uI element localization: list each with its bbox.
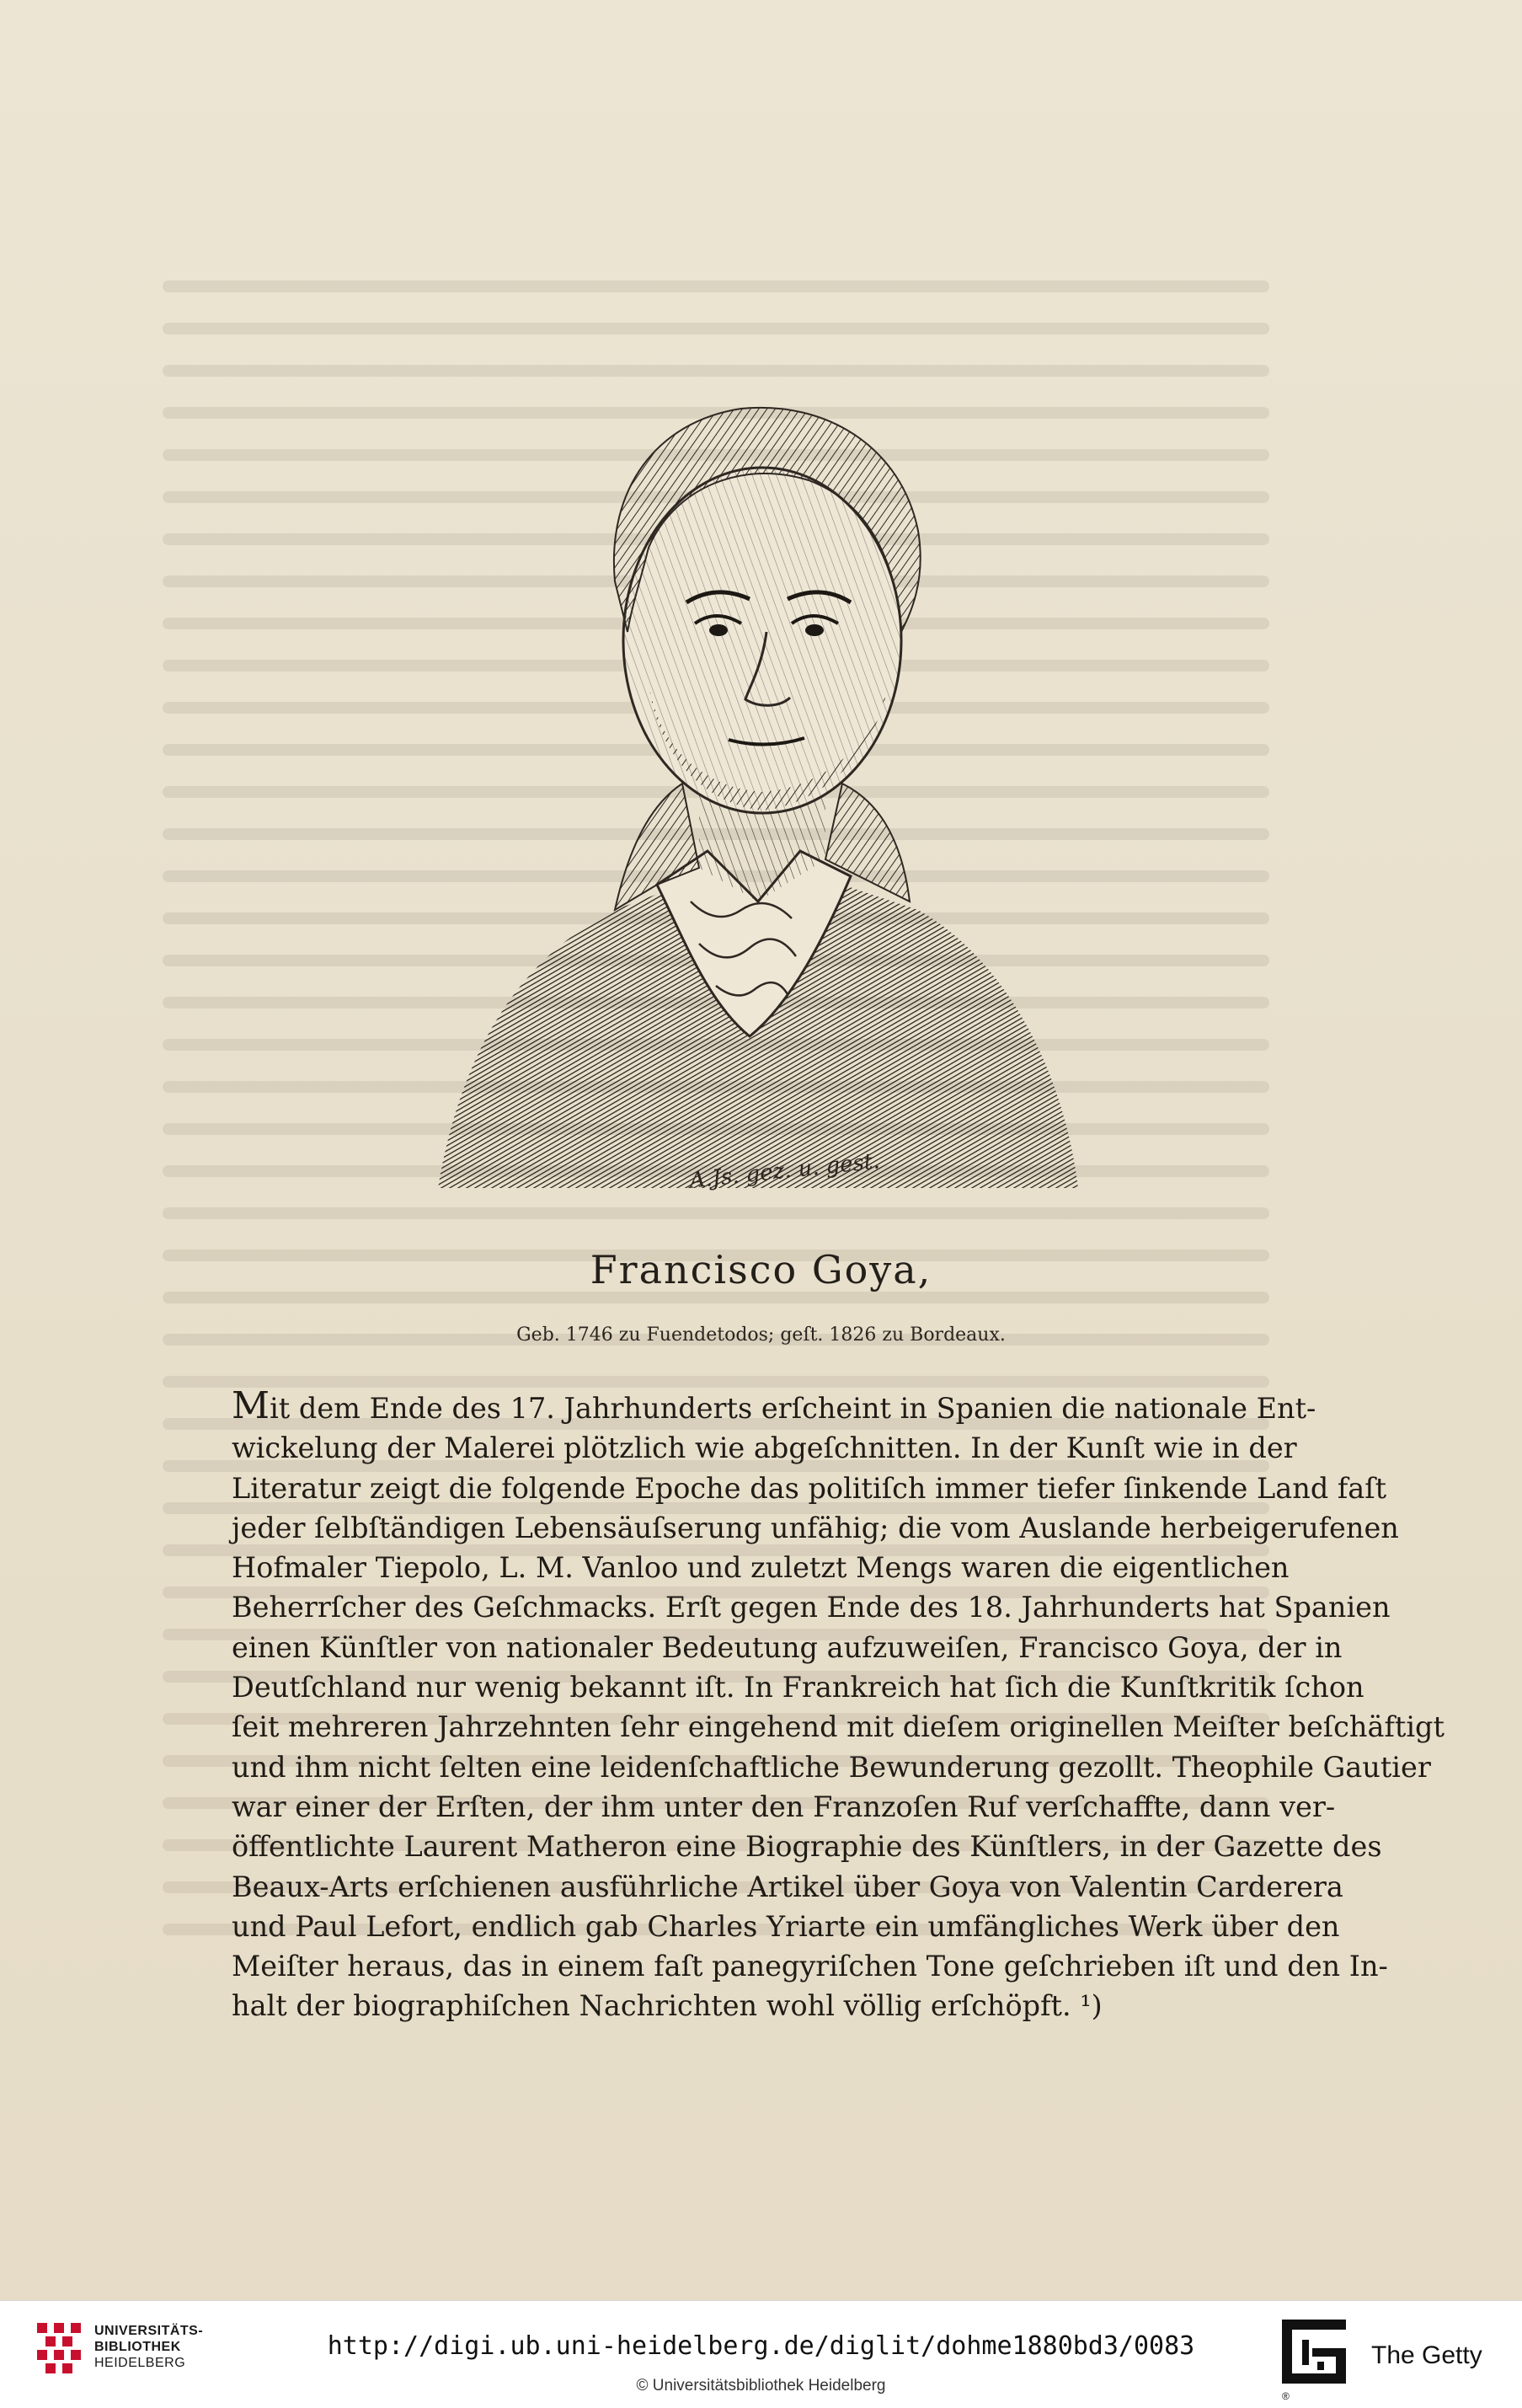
body-line: einen Künſtler von nationaler Bedeutung aufzuweiſen, Francisco Goya, der in [232, 1630, 1343, 1664]
body-line: Beaux-Arts erſchienen ausführliche Artikel über Goya von Valentin Carderera [232, 1870, 1343, 1903]
body-line: ſeit mehreren Jahrzehnten ſehr eingehend mit dieſem originellen Meiſter beſchäftigt [232, 1710, 1445, 1744]
library-name-line: HEIDELBERG [94, 2356, 186, 2370]
drop-cap: M [232, 1384, 270, 1427]
body-line: Meiſter heraus, das in einem faſt panegyriſchen Tone geſchrieben iſt und den In- [232, 1950, 1388, 1983]
body-line: wickelung der Malerei plötzlich wie abgeſchnitten. In der Kunſt wie in der [232, 1431, 1297, 1465]
body-line: war einer der Erſten, der ihm unter den Franzoſen Ruf verſchaffte, dann ver- [232, 1790, 1336, 1823]
body-line: halt der biographiſchen Nachrichten wohl völlig erſchöpft. ¹) [232, 1989, 1103, 2023]
body-line: und Paul Lefort, endlich gab Charles Yriarte ein umfängliches Werk über den [232, 1909, 1340, 1943]
body-line: jeder ſelbſtändigen Lebensäuſserung unfähig; die vom Auslande herbeigerufenen [232, 1511, 1399, 1544]
page-subtitle: Geb. 1746 zu Fuendetodos; geſt. 1826 zu Bordeaux. [516, 1324, 1006, 1346]
body-line-1-rest: it dem Ende des 17. Jahrhunderts erſcheint in Spanien die nationale Ent- [270, 1392, 1316, 1425]
library-name-line: UNIVERSITÄTS- [94, 2324, 204, 2338]
body-line [232, 1384, 1316, 1428]
body-line: Deutſchland nur wenig bekannt iſt. In Frankreich hat ſich die Kunſtkritik ſchon [232, 1671, 1364, 1704]
body-text [232, 1384, 1445, 2026]
body-line: und ihm nicht ſelten eine leidenſchaftliche Bewunderung gezollt. Theophile Gautier [232, 1750, 1431, 1784]
getty-logo-icon [1280, 2318, 1348, 2389]
viewer-footer [0, 2300, 1522, 2408]
copyright-notice: © Universitätsbibliothek Heidelberg [636, 2377, 886, 2395]
body-line: Hofmaler Tiepolo, L. M. Vanloo und zuletzt Mengs waren die eigentlichen [232, 1551, 1290, 1585]
engraver-signature: A.Js. gez. u. gest. [688, 1148, 881, 1194]
body-line: öffentlichte Laurent Matheron eine Biographie des Künſtlers, in der Gazette des [232, 1830, 1382, 1864]
library-name-line: BIBLIOTHEK [94, 2340, 181, 2354]
body-line: Beherrſcher des Geſchmacks. Erſt gegen Ende des 18. Jahrhunderts hat Spanien [232, 1591, 1391, 1624]
page-title: Francisco Goya, [590, 1247, 932, 1292]
registered-mark: ® [1282, 2390, 1290, 2402]
getty-name: The Getty [1371, 2341, 1482, 2369]
permalink-url[interactable]: http://digi.ub.uni-heidelberg.de/diglit/dohme1880bd3/0083 [327, 2331, 1195, 2361]
portrait-engraving [404, 362, 1103, 1222]
body-line: Literatur zeigt die folgende Epoche das politiſch immer tiefer ſinkende Land faſt [232, 1471, 1387, 1505]
